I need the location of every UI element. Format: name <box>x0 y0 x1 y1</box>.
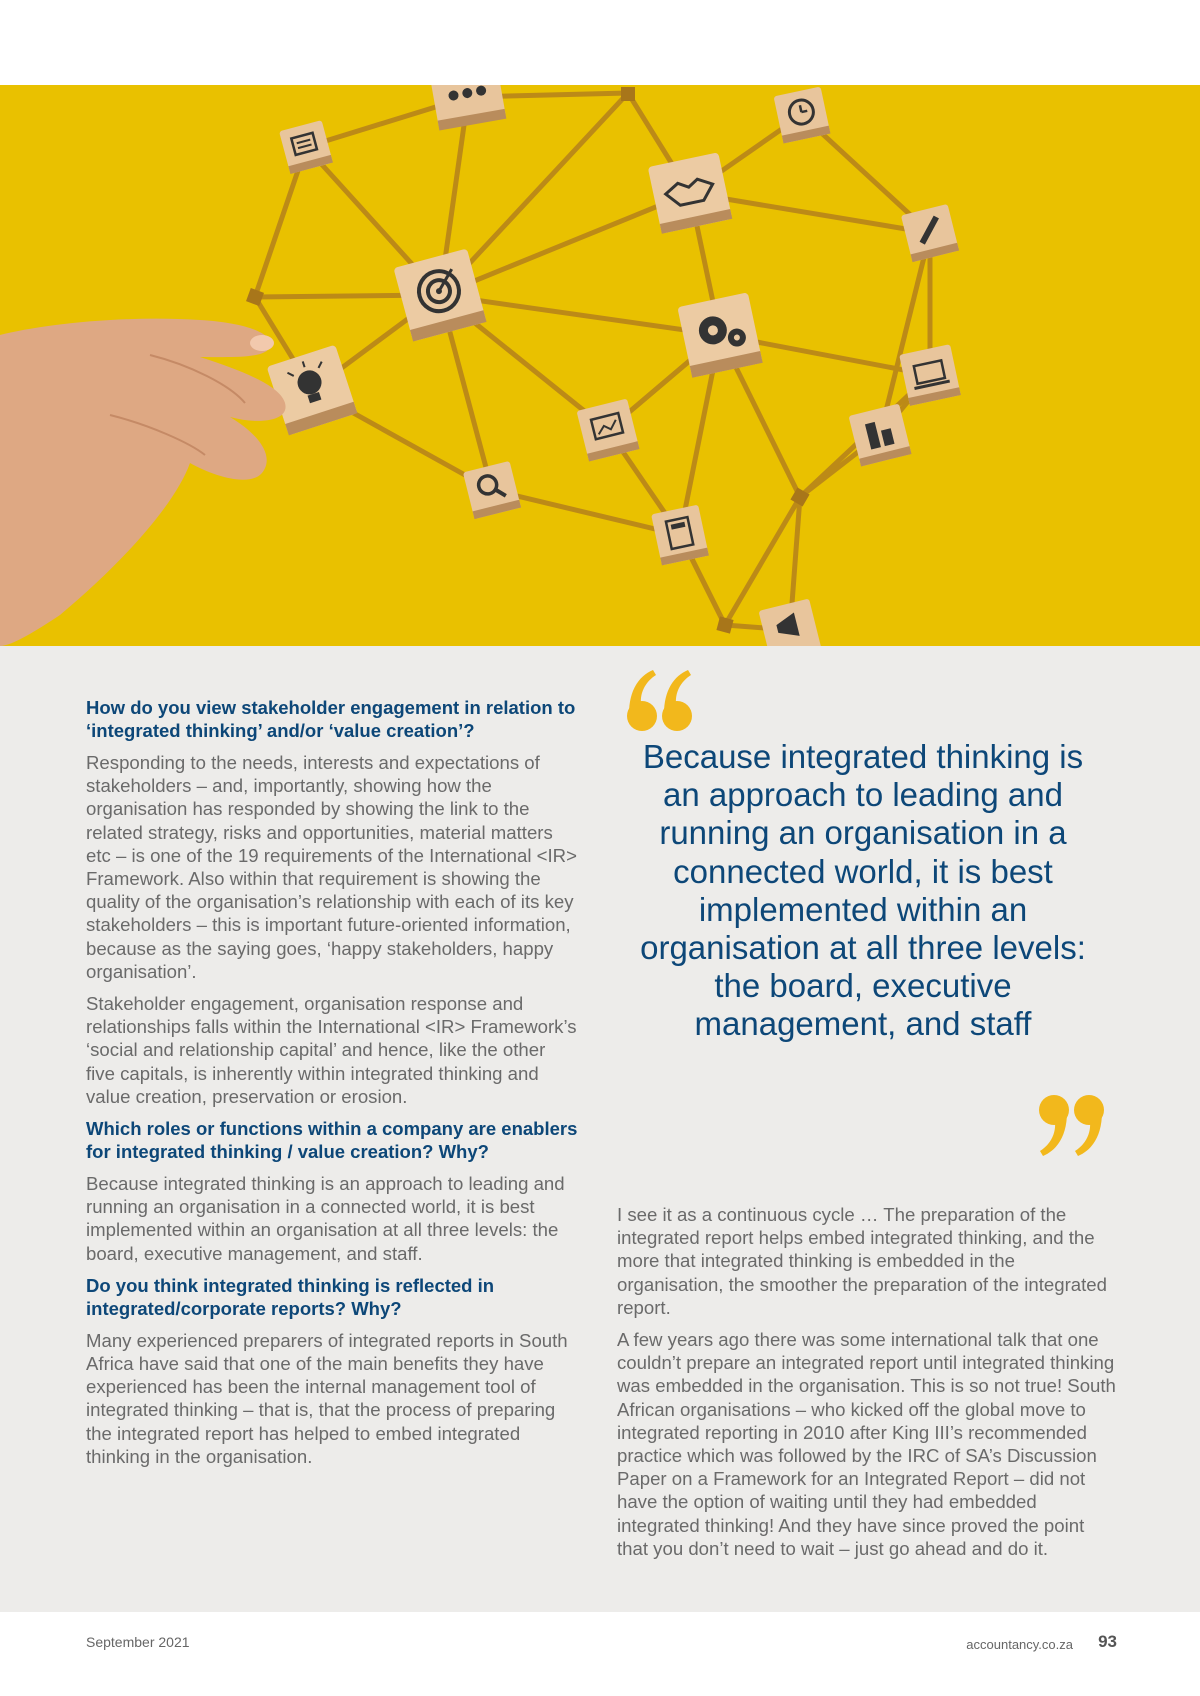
question-roles-functions: Which roles or functions within a company are enablers for integrated thinking / value creation? Why? <box>86 1118 578 1163</box>
right-column <box>617 1203 1117 1569</box>
close-quote-icon <box>1034 1092 1106 1158</box>
network-illustration <box>0 85 1200 646</box>
laptop-icon <box>899 344 961 406</box>
network-lines <box>255 93 930 630</box>
left-column <box>86 696 578 1477</box>
pull-quote: Because integrated thinking is an approach to leading and running an organisation in a connected world, it is best implemented within an organisation at all three levels: the board, executive management, and staff <box>640 738 1086 1043</box>
answer-paragraph: Stakeholder engagement, organisation response and relationships falls within the International <IR> Framework’s ‘social and relationship capital’ and hence, like the other five capitals, is inherently within integrated thinking and value creation, preservation or erosion. <box>86 993 577 1107</box>
answer-paragraph: I see it as a continuous cycle … The preparation of the integrated report helps embed integrated thinking, and the more that integrated thinking is embedded in the organisation, the smoother the preparation of the integrated report. <box>617 1204 1107 1318</box>
question-reports: Do you think integrated thinking is reflected in integrated/corporate reports? Why? <box>86 1274 495 1319</box>
answer-paragraph: Responding to the needs, interests and expectations of stakeholders – and, importantly, showing how the organisation has responded by showing the link to the related strategy, risks and opportunities, material matters etc – is one of the 19 requirements of the International <IR> Framework. Also within that requirement is showing the quality of the organisation’s relationship with each of its key stakeholders – this is important future-oriented information, because as the saying goes, ‘happy stakeholders, happy organisation’. <box>86 752 577 982</box>
question-stakeholder-engagement: How do you view stakeholder engagement in relation to ‘integrated thinking’ and/or ‘value creation’? <box>86 697 576 741</box>
presentation-icon <box>576 398 639 461</box>
megaphone-icon <box>758 598 821 646</box>
magnifier-icon <box>463 461 521 519</box>
footer-date: September 2021 <box>86 1634 190 1650</box>
hand-illustration <box>0 319 286 646</box>
building-icon <box>848 403 911 466</box>
answer-paragraph: Many experienced preparers of integrated reports in South Africa have said that one of the main benefits they have experienced has been the internal management tool of integrated thinking – that is, that the process of preparing the integrated report has helped to embed integrated thinking in the organisation. <box>86 1329 568 1467</box>
hero-image <box>0 85 1200 646</box>
gears-icon <box>677 292 762 377</box>
answer-paragraph: Because integrated thinking is an approach to leading and running an organisation in a connected world, it is best implemented within an organisation at all three levels: the board, executive management, and staff. <box>86 1173 565 1264</box>
page-number: 93 <box>1098 1632 1117 1651</box>
open-quote-icon <box>625 668 697 734</box>
footer-website: accountancy.co.za <box>966 1637 1073 1652</box>
handshake-icon <box>648 152 733 233</box>
wood-blocks <box>267 85 961 646</box>
people-icon <box>429 85 506 130</box>
lightbulb-icon <box>267 345 358 436</box>
calculator-icon <box>651 505 709 566</box>
clock-icon <box>774 87 831 144</box>
answer-paragraph: A few years ago there was some international talk that one couldn’t prepare an integrated report until integrated thinking was embedded in the organisation. This is so not true! South African organisations – who kicked off the global move to integrated reporting in 2010 after King III’s recommended practice which was followed by the IRC of SA’s Discussion Paper on a Framework for an Integrated Report – did not have the option of waiting until they had embedded integrated thinking! And they have since proved the point that you don’t need to wait – just go ahead and do it. <box>617 1329 1116 1559</box>
